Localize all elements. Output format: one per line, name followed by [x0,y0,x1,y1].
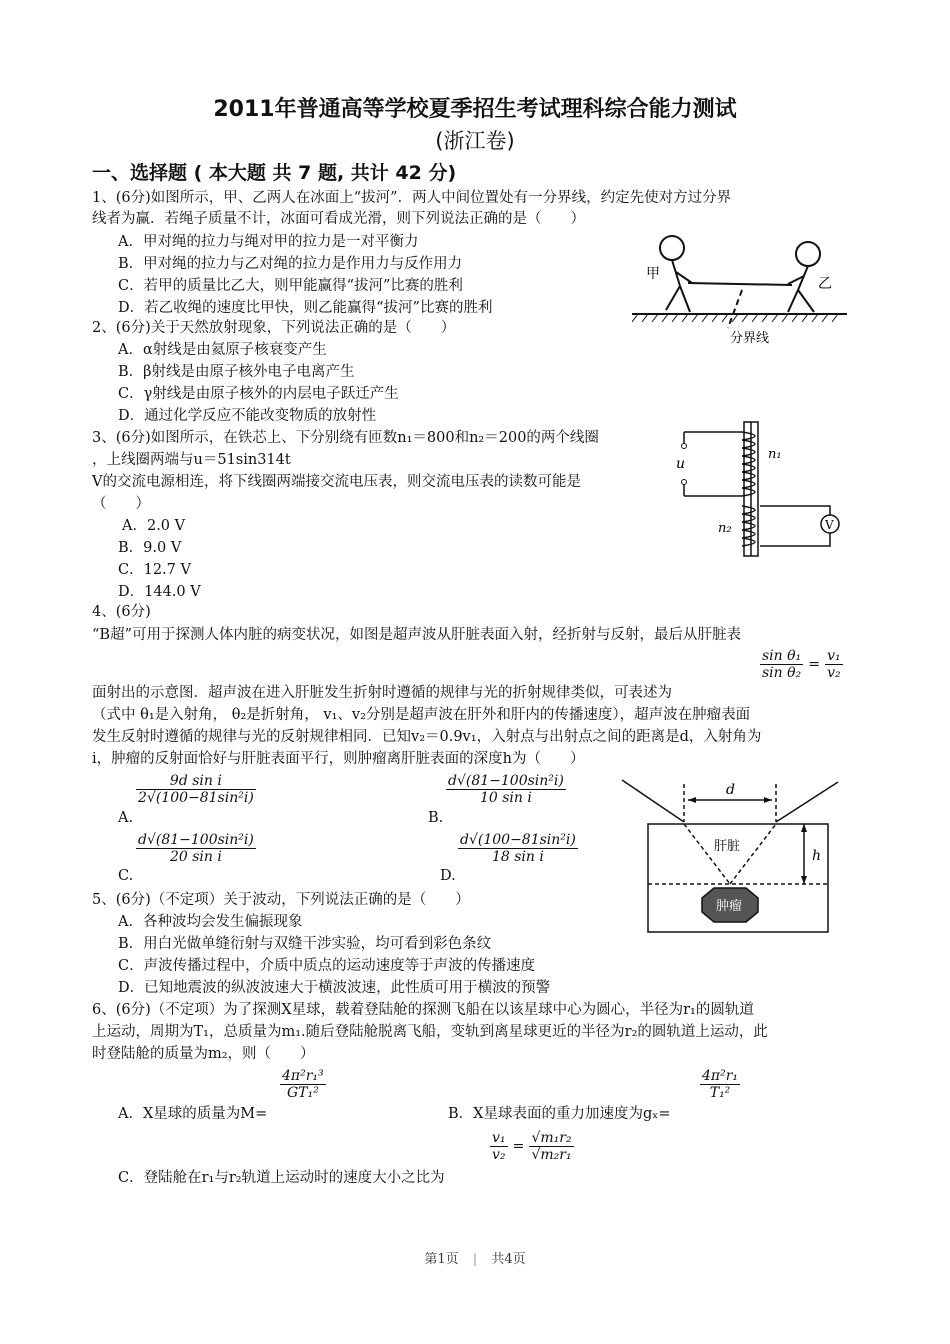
label-tumor: 肿瘤 [716,899,743,914]
q4-line-3: （式中 θ₁是入射角， θ₂是折射角， v₁、v₂分别是超声波在肝外和肝内的传播速度），超声波在肿瘤表面 [92,707,751,723]
q4-option-a [136,773,256,806]
formula-num-right: v₁ [827,648,841,664]
q6-b-num: 4π²r₁ [702,1068,739,1084]
q5-stem: 5、(6分)（不定项）关于波动，下列说法正确的是（ ） [92,892,470,908]
q3-stem-1: 3、(6分)如图所示，在铁芯上、下分别绕有匝数n₁＝800和n₂＝200的两个线圈 [92,430,599,446]
label-liver: 肝脏 [714,839,741,854]
q6-option-a-fraction [280,1068,326,1101]
q4-b-num: d√(81−100sin²i) [448,773,564,789]
q6-c-eq: = [512,1138,525,1155]
q2-option-b: B．β射线是由原子核外电子电离产生 [118,364,355,380]
q1-option-d: D．若乙收绳的速度比甲快，则乙能赢得“拔河”比赛的胜利 [118,300,493,316]
q5-option-b: B．用白光做单缝衍射与双缝干涉实验，均可看到彩色条纹 [118,936,492,952]
q3-option-d: D．144.0 V [118,584,201,600]
q3-stem-4: （ ） [92,496,150,512]
q4-b-den: 10 sin i [479,790,532,806]
q5-option-a: A．各种波均会发生偏振现象 [118,914,303,930]
q4-head: 4、(6分) [92,604,151,620]
q2-option-c: C．γ射线是由原子核外的内层电子跃迁产生 [118,386,399,402]
footer-separator: | [472,1252,478,1267]
q3-option-a: A．2.0 V [122,518,186,534]
label-yi: 乙 [818,276,832,292]
page-footer [0,1248,950,1267]
label-n1: n₁ [768,447,782,462]
ultrasound-figure [618,776,840,936]
q4-a-den: 2√(100−81sin²i) [138,790,254,806]
q4-d-num: d√(100−81sin²i) [460,832,576,848]
q6-option-c-formula [490,1130,574,1163]
q3-option-b: B．9.0 V [118,540,182,556]
q4-option-b [446,773,566,806]
q4-option-c [136,832,256,865]
page-title: 2011年普通高等学校夏季招生考试理科综合能力测试 [213,97,737,122]
footer-page: 第1页 [424,1252,459,1267]
q6-stem-1: 6、(6分)（不定项）为了探测X星球，载着登陆舱的探测飞船在以该星球中心为圆心，半径为r₁的圆轨道 [92,1002,754,1018]
q4-d-den: 18 sin i [491,849,544,865]
label-n2: n₂ [718,521,732,536]
q6-stem-2: 上运动，周期为T₁，总质量为m₁.随后登陆舱脱离飞船，变轨到离星球更近的半径为r₂的圆轨道上运动，此 [92,1024,768,1040]
q4-d-label: D. [440,868,456,884]
q1-stem-1: 1、(6分)如图所示，甲、乙两人在冰面上“拔河”．两人中间位置处有一分界线，约定先使对方过分界 [92,190,732,206]
q6-c-num-left: v₁ [492,1130,506,1146]
label-d: d [726,782,735,798]
q4-a-label: A. [118,810,134,826]
q4-line-1: “B超”可用于探测人体内脏的病变状况，如图是超声波从肝脏表面入射，经折射与反射，最后从肝脏表 [92,627,741,643]
q4-c-den: 20 sin i [169,849,222,865]
q3-option-c: C．12.7 V [118,562,191,578]
q5-option-d: D．已知地震波的纵波波速大于横波波速，此性质可用于横波的预警 [118,980,551,996]
transformer-figure [672,420,840,560]
q4-option-d [458,832,578,865]
label-u: u [676,456,686,472]
q4-line-5: i，肿瘤的反射面恰好与肝脏表面平行，则肿瘤离肝脏表面的深度h为（ ） [92,751,585,767]
q6-a-den: GT₁² [286,1085,319,1101]
q4-a-num: 9d sin i [136,773,256,790]
page-subtitle: (浙江卷) [435,129,515,153]
q6-c-den-left: v₂ [492,1147,506,1163]
q3-stem-2: ，上线圈两端与u＝51sin314t [92,452,291,468]
q2-option-a: A．α射线是由氦原子核衰变产生 [118,342,327,358]
q4-line-2: 面射出的示意图．超声波在进入肝脏发生折射时遵循的规律与光的折射规律类似，可表述为 [92,685,672,701]
label-jia: 甲 [646,266,660,282]
formula-den-right: v₂ [827,665,841,681]
q6-option-b-fraction [700,1068,740,1101]
q6-c-num-right: √m₁r₂ [531,1130,572,1146]
q6-c-den-right: √m₂r₁ [531,1147,572,1163]
q6-option-b-text: B．X星球表面的重力加速度为gₓ= [448,1106,671,1122]
footer-total: 共4页 [491,1252,526,1267]
snell-formula [760,648,843,681]
q6-a-num: 4π²r₁³ [282,1068,324,1084]
q1-stem-2: 线者为赢．若绳子质量不计，冰面可看成光滑，则下列说法正确的是（ ） [92,211,585,227]
q4-c-label: C. [118,868,134,884]
q6-b-den: T₁² [709,1085,731,1101]
q1-option-a: A．甲对绳的拉力与绳对甲的拉力是一对平衡力 [118,234,419,250]
q4-line-4: 发生反射时遵循的规律与光的反射规律相同．已知v₂＝0.9v₁，入射点与出射点之间的距离是d，入射角为 [92,729,762,745]
q1-option-b: B．甲对绳的拉力与乙对绳的拉力是作用力与反作用力 [118,256,463,272]
section-heading: 一、选择题 ( 本大题 共 7 题, 共计 42 分) [92,162,457,184]
q6-stem-3: 时登陆舱的质量为m₂，则（ ） [92,1046,315,1062]
label-h: h [812,848,822,864]
tug-of-war-figure [632,228,852,348]
q2-option-d: D．通过化学反应不能改变物质的放射性 [118,408,377,424]
formula-num-left: sin θ₁ [762,648,802,664]
q2-stem: 2、(6分)关于天然放射现象，下列说法正确的是（ ） [92,320,456,336]
formula-den-left: sin θ₂ [762,665,802,681]
q3-stem-3: V的交流电源相连，将下线圈两端接交流电压表，则交流电压表的读数可能是 [92,474,581,490]
q4-c-num: d√(81−100sin²i) [138,832,254,848]
q5-option-c: C．声波传播过程中，介质中质点的运动速度等于声波的传播速度 [118,958,536,974]
q1-option-c: C．若甲的质量比乙大，则甲能赢得“拔河”比赛的胜利 [118,278,463,294]
q4-b-label: B. [428,810,444,826]
q6-option-a-text: A．X星球的质量为M= [118,1106,268,1122]
formula-eq: = [808,656,820,673]
q6-option-c-text: C．登陆舱在r₁与r₂轨道上运动时的速度大小之比为 [118,1170,445,1186]
voltmeter-label: V [825,518,834,532]
label-boundary: 分界线 [730,331,770,346]
